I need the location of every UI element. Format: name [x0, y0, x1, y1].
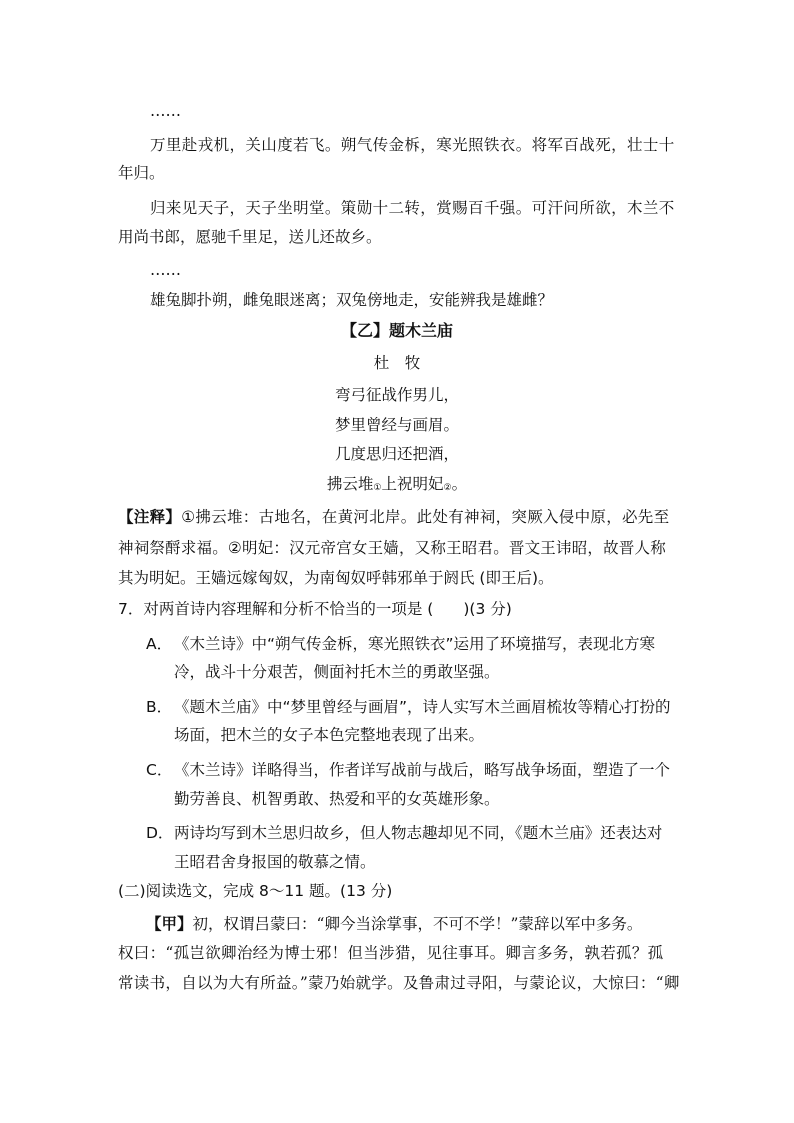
- ellipsis: ……: [150, 102, 181, 120]
- notes-line-2: 神祠祭酹求福。②明妃：汉元帝宫女王嫱，又称王昭君。晋文王讳昭，故晋人称: [118, 539, 666, 557]
- option-d-line-1: 两诗均写到木兰思归故乡，但人物志趣却见不同，《题木兰庙》还表达对: [174, 824, 663, 842]
- option-d-line-2: 王昭君舍身报国的敬慕之情。: [174, 853, 376, 871]
- section-2-label: 【甲】: [146, 915, 193, 933]
- option-b-line-2: 场面，把木兰的女子本色完整地表现了出来。: [174, 726, 485, 744]
- notes-label: 【注释】: [118, 508, 182, 526]
- section-2-text-1: 初，权谓吕蒙曰：“卿今当涂掌事，不可不学！”蒙辞以军中多务。: [192, 915, 643, 933]
- footnote-marker-1: ①: [373, 483, 382, 493]
- option-b-letter: B．: [146, 698, 173, 716]
- poem-a-stanza-3: 雄兔脚扑朔，雌兔眼迷离；双兔傍地走，安能辨我是雄雌？: [150, 291, 554, 309]
- poem-a-stanza-2-line-2: 用尚书郎，愿驰千里足，送儿还故乡。: [118, 228, 382, 246]
- option-c-line-1: 《木兰诗》详略得当，作者详写战前与战后，略写战争场面，塑造了一个: [174, 761, 671, 779]
- footnote-marker-2: ②: [443, 483, 452, 493]
- poem-b-line-2: 梦里曾经与画眉。: [334, 416, 459, 434]
- option-c-line-2: 勤劳善良、机智勇敢、热爱和平的女英雄形象。: [174, 790, 500, 808]
- option-a-line-2: 冷，战斗十分艰苦，侧面衬托木兰的勇敢坚强。: [174, 663, 500, 681]
- ellipsis: ……: [150, 261, 181, 279]
- question-7-stem-pre: 7．对两首诗内容理解和分析不恰当的一项是 (: [118, 600, 434, 618]
- poem-b-line-4-pre: 拂云堆: [326, 475, 374, 493]
- poem-b-line-3: 几度思归还把酒，: [334, 445, 459, 463]
- option-c-letter: C．: [146, 761, 173, 779]
- poem-a-stanza-1-line-1: 万里赴戎机，关山度若飞。朔气传金柝，寒光照铁衣。将军百战死，壮士十: [150, 136, 675, 154]
- poem-a-stanza-1-line-2: 年归。: [118, 164, 165, 182]
- poem-b-line-4: [0, 473, 794, 499]
- section-2-line-1: [146, 913, 642, 935]
- question-7-stem-post: )(3 分): [463, 600, 512, 618]
- section-2-heading: (二)阅读选文，完成 8～11 题。(13 分): [118, 882, 393, 900]
- poem-b-line-1: 弯弓征战作男儿，: [334, 386, 459, 404]
- notes-line-1: [118, 506, 669, 528]
- poem-b-title: 【乙】题木兰庙: [340, 321, 453, 340]
- option-a-letter: A．: [146, 635, 173, 653]
- option-b-line-1: 《题木兰庙》中“梦里曾经与画眉”，诗人实写木兰画眉梳妆等精心打扮的: [174, 698, 671, 716]
- option-a-line-1: 《木兰诗》中“朔气传金柝，寒光照铁衣”运用了环境描写，表现北方寒: [174, 635, 656, 653]
- poem-b-author: 杜 牧: [373, 354, 421, 372]
- question-7-stem: [118, 598, 512, 620]
- option-d-letter: D．: [146, 824, 174, 842]
- poem-b-line-4-end: 。: [451, 475, 468, 493]
- poem-b-line-4-mid: 上祝明妃: [381, 475, 444, 493]
- section-2-line-3: 常读书，自以为大有所益。”蒙乃始就学。及鲁肃过寻阳，与蒙论议，大惊曰：“卿: [118, 974, 680, 992]
- poem-a-stanza-2-line-1: 归来见天子，天子坐明堂。策勋十二转，赏赐百千强。可汗问所欲，木兰不: [150, 199, 675, 217]
- notes-text-1: ①拂云堆：古地名，在黄河北岸。此处有神祠，突厥入侵中原，必先至: [181, 508, 670, 526]
- section-2-line-2: 权曰：“孤岂欲卿治经为博士邪！但当涉猎，见往事耳。卿言多务，孰若孤？孤: [118, 944, 664, 962]
- notes-line-3: 其为明妃。王嫱远嫁匈奴，为南匈奴呼韩邪单于阏氏 (即王后)。: [118, 569, 554, 587]
